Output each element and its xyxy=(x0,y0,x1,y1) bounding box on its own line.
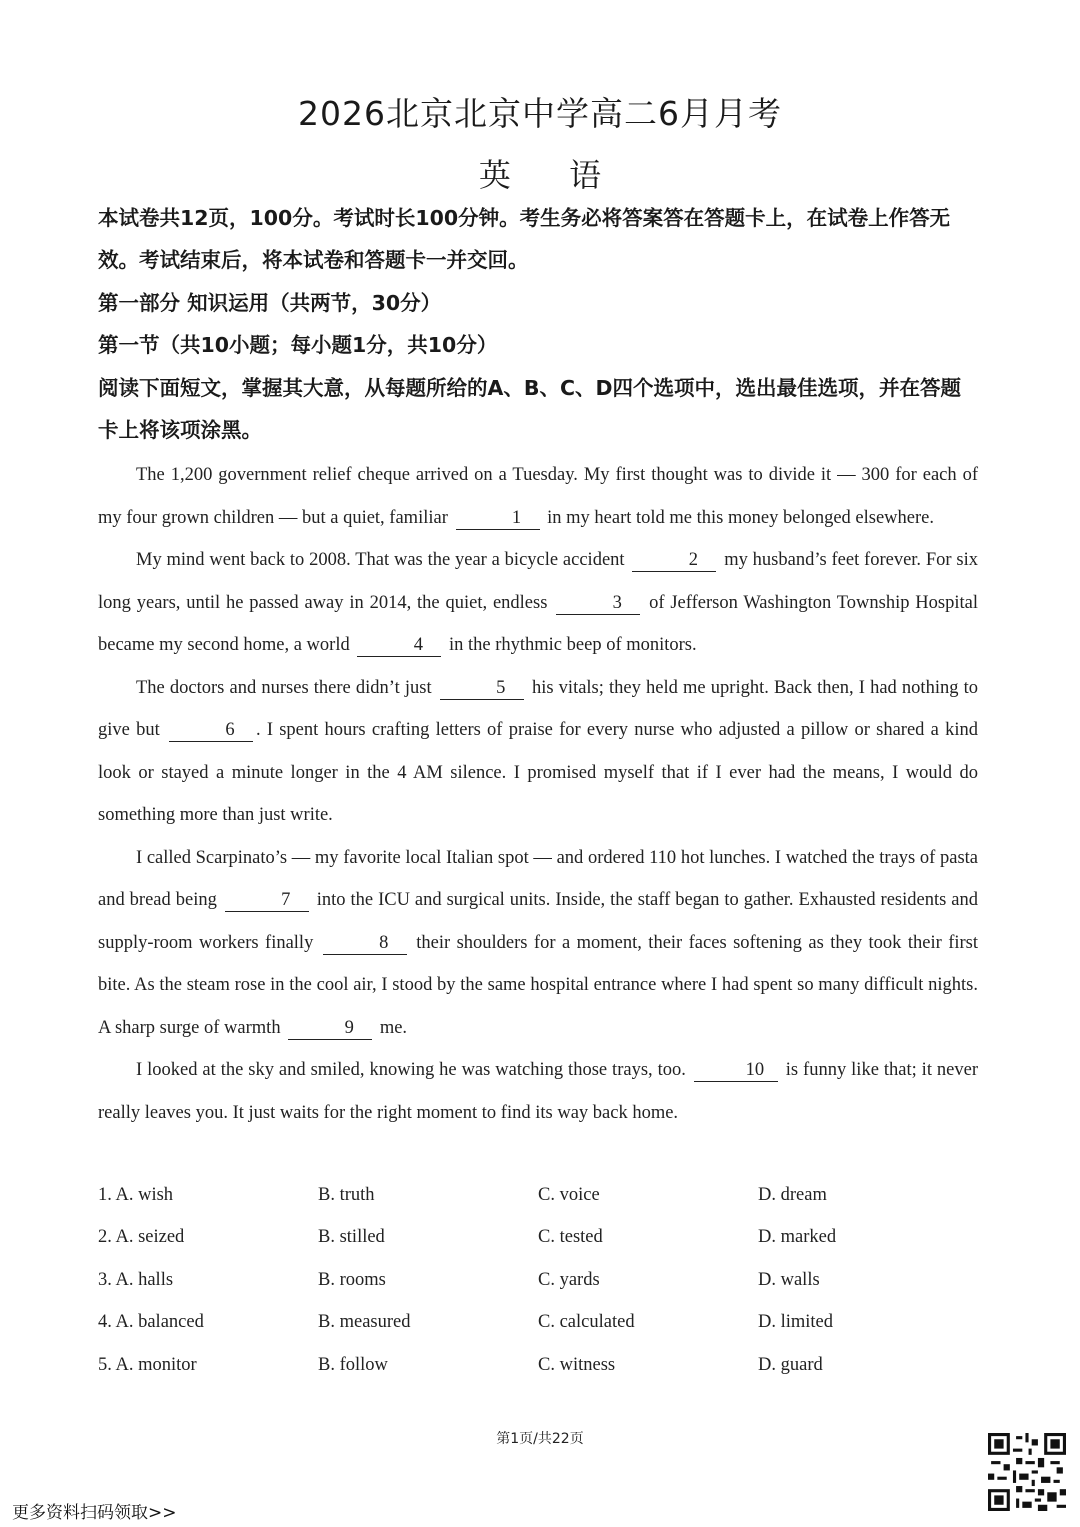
option-row xyxy=(98,1259,978,1302)
cloze-blank: 6 xyxy=(169,719,253,742)
passage-text: his vitals; they held me upright. Back then, I had nothing to give but xyxy=(98,677,979,740)
passage-paragraph xyxy=(98,837,978,1050)
cloze-blank: 7 xyxy=(225,889,309,912)
cloze-blank: 2 xyxy=(632,549,716,572)
qr-code-icon[interactable] xyxy=(988,1433,1066,1511)
footer-link[interactable]: 更多资料扫码领取>> xyxy=(12,1503,177,1523)
cloze-blank: 5 xyxy=(440,677,524,700)
part-heading: 第一部分 知识运用（共两节，30分） xyxy=(98,291,442,315)
option-choice: 3. A. halls xyxy=(98,1269,174,1290)
option-row xyxy=(98,1344,978,1387)
option-choice: B. stilled xyxy=(318,1227,385,1248)
passage-text: The 1,200 government relief cheque arrived on a Tuesday. My first thought was to divide it — 300 for each of my four grown children — but a quiet, familiar xyxy=(98,465,978,528)
option-choice: B. rooms xyxy=(318,1269,386,1290)
passage-text: my husband’s feet forever. For six long years, until he passed away in 2014, the quiet, endless xyxy=(98,550,978,613)
option-choice: 1. A. wish xyxy=(98,1184,174,1205)
passage-paragraph xyxy=(98,667,978,837)
passage-text: in the rhythmic beep of monitors. xyxy=(444,635,697,655)
passage-text: My mind went back to 2008. That was the year a bicycle accident xyxy=(136,550,630,570)
page-number: 第1页/共22页 xyxy=(496,1431,584,1447)
cloze-blank: 1 xyxy=(456,507,540,530)
cloze-blank: 4 xyxy=(357,634,441,657)
cloze-blank: 8 xyxy=(323,932,407,955)
option-choice: B. truth xyxy=(318,1184,375,1205)
option-row xyxy=(98,1174,978,1217)
option-choice: C. witness xyxy=(538,1354,616,1375)
passage-text: is funny like that; it never really leaves you. It just waits for the right moment to find its way back home. xyxy=(98,1060,978,1123)
option-choice: D. guard xyxy=(758,1354,823,1375)
section-directions: 阅读下面短文，掌握其大意，从每题所给的A、B、C、D四个选项中，选出最佳选项，并在答题卡上将该项涂黑。 xyxy=(98,376,962,442)
passage-text: I called Scarpinato’s — my favorite local Italian spot — and ordered 110 hot lunches. I watched the trays of pasta and bread being xyxy=(98,847,978,910)
subject-title: 英 语 xyxy=(478,156,602,194)
cloze-blank: 10 xyxy=(694,1059,778,1082)
passage-text: I looked at the sky and smiled, knowing he was watching those trays, too. xyxy=(136,1060,691,1080)
option-row xyxy=(98,1217,978,1260)
option-choice: 4. A. balanced xyxy=(98,1312,204,1333)
option-choice: 2. A. seized xyxy=(98,1227,185,1248)
passage-text: me. xyxy=(375,1017,408,1038)
option-choice: D. limited xyxy=(758,1312,834,1333)
answer-options xyxy=(98,1174,978,1387)
option-choice: C. calculated xyxy=(538,1312,635,1333)
passage-text: The doctors and nurses there didn’t just xyxy=(136,677,437,698)
passage-text: in my heart told me this money belonged elsewhere. xyxy=(542,507,934,528)
passage-text: into the ICU and surgical units. Inside, the staff began to gather. Exhausted residents and supply-room workers finally xyxy=(98,890,978,953)
option-choice: B. follow xyxy=(318,1354,388,1375)
section-heading: 第一节（共10小题；每小题1分，共10分） xyxy=(98,333,498,357)
exam-notice: 本试卷共12页，100分。考试时长100分钟。考生务必将答案答在答题卡上，在试卷上作答无效。考试结束后，将本试卷和答题卡一并交回。 xyxy=(98,206,951,272)
exam-title: 2026北京北京中学高二6月月考 xyxy=(298,94,782,133)
option-choice: D. dream xyxy=(758,1184,827,1205)
passage-paragraph xyxy=(98,1049,978,1134)
option-row xyxy=(98,1302,978,1345)
option-choice: D. marked xyxy=(758,1227,837,1248)
option-choice: D. walls xyxy=(758,1269,820,1290)
passage-paragraph xyxy=(98,454,978,539)
passage-paragraph xyxy=(98,539,978,667)
option-choice: C. tested xyxy=(538,1227,603,1248)
option-choice: C. voice xyxy=(538,1184,600,1205)
passage-text: . I spent hours crafting letters of praise for every nurse who adjusted a pillow or shared a kind look or stayed a minute longer in the 4 AM silence. I promised myself that if I ever had the means, I would do something more than just write. xyxy=(98,720,978,825)
cloze-blank: 3 xyxy=(556,592,640,615)
option-choice: 5. A. monitor xyxy=(98,1354,197,1375)
option-choice: B. measured xyxy=(318,1312,411,1333)
cloze-blank: 9 xyxy=(288,1017,372,1040)
cloze-passage xyxy=(98,454,978,1134)
option-choice: C. yards xyxy=(538,1269,600,1290)
passage-text: of Jefferson Washington Township Hospital became my second home, a world xyxy=(98,592,978,655)
passage-text: their shoulders for a moment, their faces softening as they took their first bite. As the steam rose in the cool air, I stood by the same hospital entrance where I had spent so many difficult nights. A sharp surge of warmth xyxy=(98,932,979,1038)
